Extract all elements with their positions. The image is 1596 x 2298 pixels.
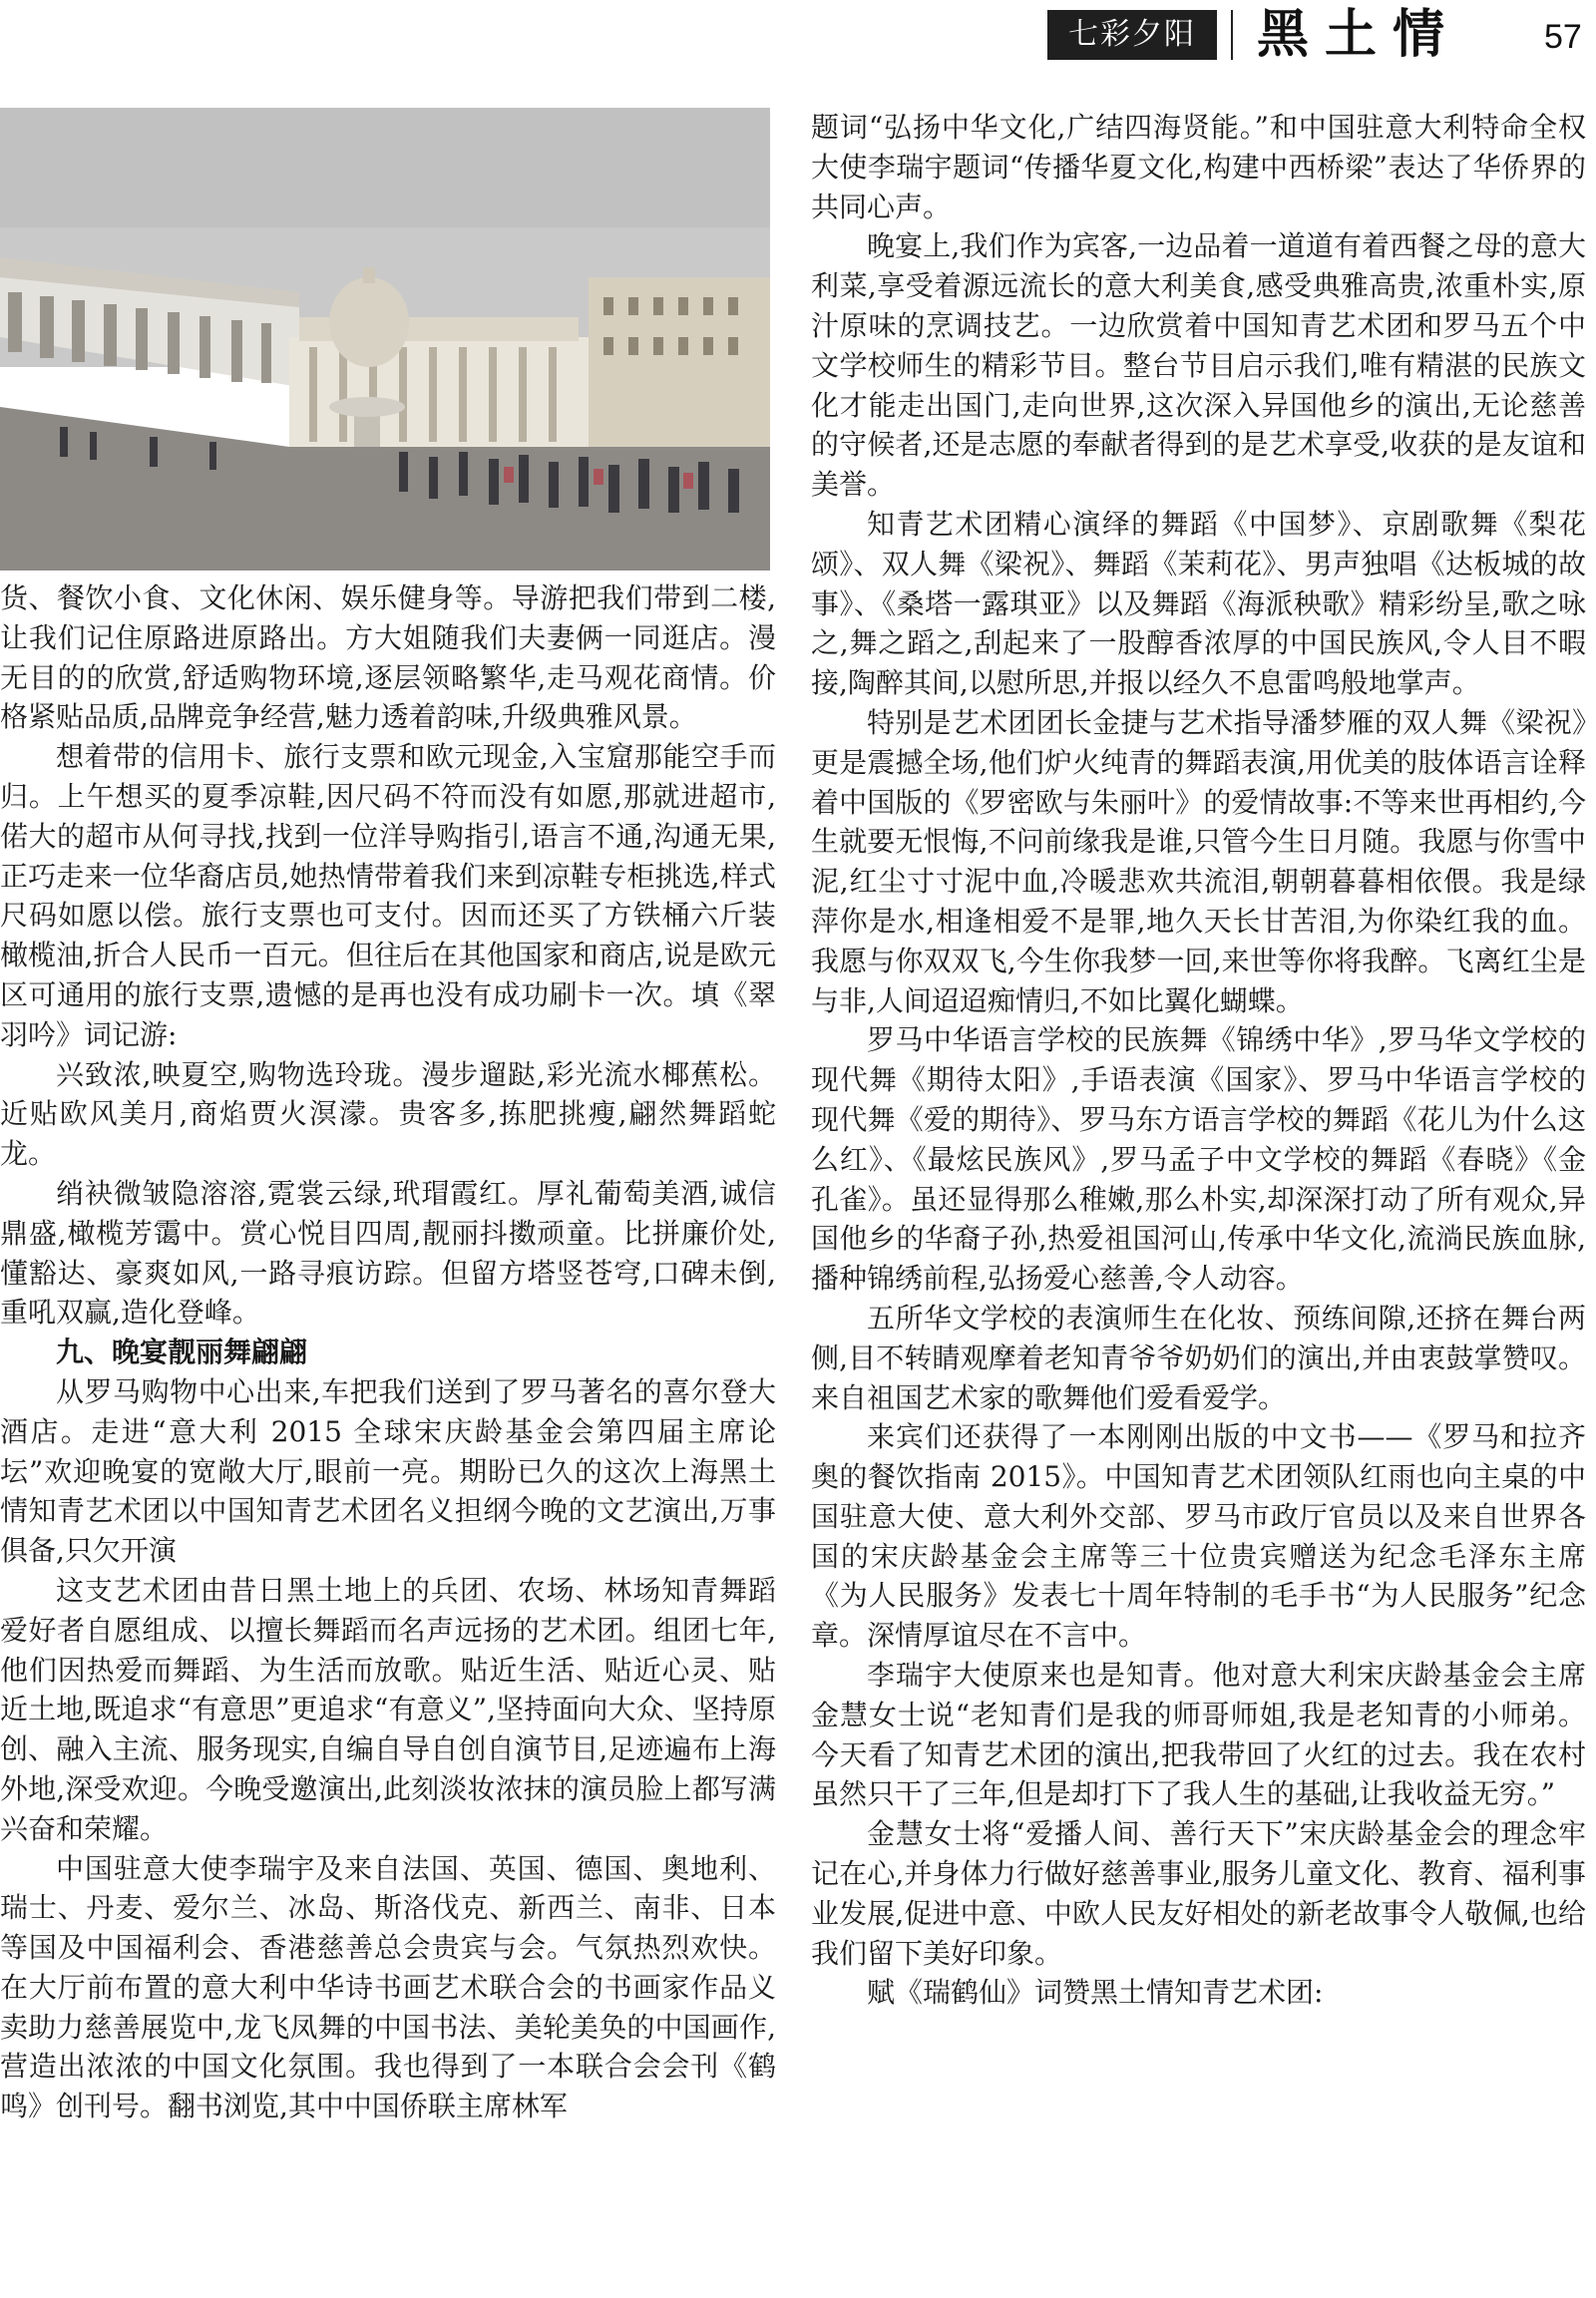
paragraph: 特别是艺术团团长金捷与艺术指导潘梦雁的双人舞《梁祝》更是震撼全场,他们炉火纯青的舞蹈表演,用优美的肢体语言诠释着中国版的《罗密欧与朱丽叶》的爱情故事:不等来世再相约,今生就要无恨悔,不问前缘我是谁,只管今生日月随。我愿与你雪中泥,红尘寸寸泥中血,冷暖悲欢共流泪,朝朝暮暮相依偎。我是绿萍你是水,相逢相爱不是罪,地久天长甘苦泪,为你染红我的血。我愿与你双双飞,今生你我梦一回,来世等你将我醉。飞离红尘是与非,人间迢迢痴情归,不如比翼化蝴蝶。 — [811, 705, 1586, 1017]
magazine-title: 黑土情 — [1257, 4, 1461, 65]
section-tag: 七彩夕阳 — [1047, 10, 1217, 60]
paragraph: 知青艺术团精心演绎的舞蹈《中国梦》、京剧歌舞《梨花颂》、双人舞《梁祝》、舞蹈《茉莉花》、男声独唱《达板城的故事》、《桑塔一露琪亚》以及舞蹈《海派秧歌》精彩纷呈,歌之咏之,舞之蹈之,刮起来了一股醇香浓厚的中国民族风,令人目不暇接,陶醉其间,以慰所思,并报以经久不息雷鸣般地掌声。 — [811, 507, 1586, 700]
st-peters-square-photo — [0, 108, 770, 571]
paragraph: 中国驻意大使李瑞宇及来自法国、英国、德国、奥地利、瑞士、丹麦、爱尔兰、冰岛、斯洛伐克、新西兰、南非、日本等国及中国福利会、香港慈善总会贵宾与会。气氛热烈欢快。在大厅前布置的意大利中华诗书画艺术联合会的书画家作品义卖助力慈善展览中,龙飞凤舞的中国书法、美轮美奂的中国画作,营造出浓浓的中国文化氛围。我也得到了一本联合会会刊《鹤鸣》创刊号。翻书浏览,其中中国侨联主席林军 — [0, 1851, 776, 2123]
paragraph: 从罗马购物中心出来,车把我们送到了罗马著名的喜尔登大酒店。走进“意大利 2015 全球宋庆龄基金会第四届主席论坛”欢迎晚宴的宽敞大厅,眼前一亮。期盼已久的这次上海黑土情知青艺术团以中国知青艺术团名义担纲今晚的文艺演出,万事俱备,只欠开演 — [0, 1374, 776, 1568]
paragraph: 晚宴上,我们作为宾客,一边品着一道道有着西餐之母的意大利菜,享受着源远流长的意大利美食,感受典雅高贵,浓重朴实,原汁原味的烹调技艺。一边欣赏着中国知青艺术团和罗马五个中文学校师生的精彩节目。整台节目启示我们,唯有精湛的民族文化才能走出国门,走向世界,这次深入异国他乡的演出,无论慈善的守候者,还是志愿的奉献者得到的是艺术享受,收获的是友谊和美誉。 — [811, 229, 1586, 502]
left-column — [0, 578, 776, 2126]
section-heading: 九、晚宴靓丽舞翩翩 — [56, 1336, 308, 1369]
paragraph: 货、餐饮小食、文化休闲、娱乐健身等。导游把我们带到二楼,让我们记住原路进原路出。方大姐随我们夫妻俩一同逛店。漫无目的的欣赏,舒适购物环境,逐层领略繁华,走马观花商情。价格紧贴品质,品牌竞争经营,魅力透着韵味,升级典雅风景。 — [0, 581, 776, 734]
paragraph: 兴致浓,映夏空,购物选玲珑。漫步遛跶,彩光流水椰蕉松。近贴欧风美月,商焰贾火溟濛。贵客多,拣肥挑瘦,翩然舞蹈蛇龙。 — [0, 1057, 776, 1171]
paragraph: 题词“弘扬中华文化,广结四海贤能。”和中国驻意大利特命全权大使李瑞宇题词“传播华夏文化,构建中西桥梁”表达了华侨界的共同心声。 — [811, 111, 1586, 223]
paragraph: 来宾们还获得了一本刚刚出版的中文书——《罗马和拉齐奥的餐饮指南 2015》。中国知青艺术团领队红雨也向主桌的中国驻意大使、意大利外交部、罗马市政厅官员以及来自世界各国的宋庆龄基金会主席等三十位贵宾赠送为纪念毛泽东主席《为人民服务》发表七十周年特制的毛手书“为人民服务”纪念章。深情厚谊尽在不言中。 — [811, 1420, 1586, 1653]
right-column — [811, 108, 1586, 2013]
paragraph: 李瑞宇大使原来也是知青。他对意大利宋庆龄基金会主席金慧女士说“老知青们是我的师哥师姐,我是老知青的小师弟。今天看了知青艺术团的演出,把我带回了火红的过去。我在农村虽然只干了三年,但是却打下了我人生的基础,让我收益无穷。” — [811, 1659, 1586, 1811]
paragraph: 罗马中华语言学校的民族舞《锦绣中华》,罗马华文学校的现代舞《期待太阳》,手语表演《国家》、罗马中华语言学校的现代舞《爱的期待》、罗马东方语言学校的舞蹈《花儿为什么这么红》、《最炫民族风》,罗马孟子中文学校的舞蹈《春晓》《金孔雀》。虽还显得那么稚嫩,那么朴实,却深深打动了所有观众,异国他乡的华裔子孙,热爱祖国河山,传承中华文化,流淌民族血脉,播种锦绣前程,弘扬爱心慈善,令人动容。 — [811, 1023, 1586, 1296]
paragraph: 想着带的信用卡、旅行支票和欧元现金,入宝窟那能空手而归。上午想买的夏季凉鞋,因尺码不符而没有如愿,那就进超市,偌大的超市从何寻找,找到一位洋导购指引,语言不通,沟通无果,正巧走来一位华裔店员,她热情带着我们来到凉鞋专柜挑选,样式尺码如愿以偿。旅行支票也可支付。因而还买了方铁桶六斤装橄榄油,折合人民币一百元。但往后在其他国家和商店,说是欧元区可通用的旅行支票,遗憾的是再也没有成功刷卡一次。填《翠羽吟》词记游: — [0, 740, 776, 1051]
page-number: 57 — [1544, 18, 1582, 56]
paragraph: 五所华文学校的表演师生在化妆、预练间隙,还挤在舞台两侧,目不转睛观摩着老知青爷爷奶奶们的演出,并由衷鼓掌赞叹。来自祖国艺术家的歌舞他们爱看爱学。 — [811, 1301, 1586, 1414]
paragraph: 金慧女士将“爱播人间、善行天下”宋庆龄基金会的理念牢记在心,并身体力行做好慈善事业,服务儿童文化、教育、福利事业发展,促进中意、中欧人民友好相处的新老故事令人敬佩,也给我们留下美好印象。 — [811, 1817, 1586, 1970]
photo-ground — [0, 447, 770, 571]
paragraph: 这支艺术团由昔日黑土地上的兵团、农场、林场知青舞蹈爱好者自愿组成、以擅长舞蹈而名声远扬的艺术团。组团七年,他们因热爱而舞蹈、为生活而放歌。贴近生活、贴近心灵、贴近土地,既追求“有意思”更追求“有意义”,坚持面向大众、坚持原创、融入主流、服务现实,自编自导自创自演节目,足迹遍布上海外地,深受欢迎。今晚受邀演出,此刻淡妆浓抹的演员脸上都写满兴奋和荣耀。 — [0, 1573, 776, 1845]
paragraph: 绡袂微皱隐溶溶,霓裳云绿,玳瑁霞红。厚礼葡萄美酒,诚信鼎盛,橄榄芳霭中。赏心悦目四周,靓丽抖擞顽童。比拼廉价处,懂豁达、豪爽如风,一路寻痕访踪。但留方塔竖苍穹,口碑未倒,重吼双赢,造化登峰。 — [0, 1176, 776, 1330]
paragraph: 赋《瑞鹤仙》词赞黑土情知青艺术团: — [867, 1976, 1324, 2010]
page-header — [0, 0, 1596, 72]
header-divider — [1231, 10, 1233, 60]
